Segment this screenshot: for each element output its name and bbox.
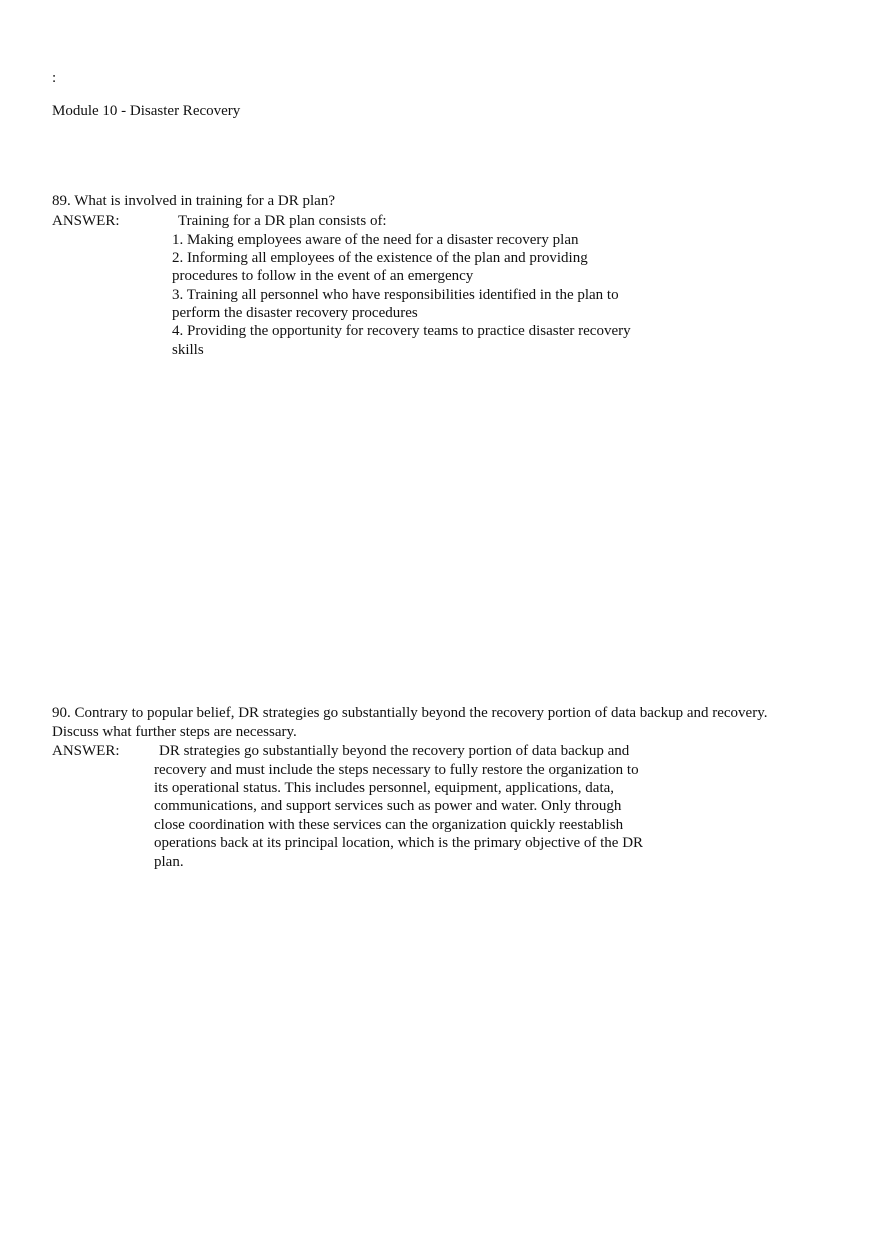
question-text: Discuss what further steps are necessary. — [52, 724, 297, 740]
answer-line: recovery and must include the steps necessary to fully restore the organization to — [154, 762, 639, 778]
answer-line: its operational status. This includes personnel, equipment, applications, data, — [154, 780, 615, 796]
answer-line: 4. Providing the opportunity for recovery teams to practice disaster recovery — [172, 323, 631, 339]
answer-line: Training for a DR plan consists of: — [178, 213, 387, 229]
answer-line: close coordination with these services can the organization quickly reestablish — [154, 817, 624, 833]
question-text: 89. What is involved in training for a DR plan? — [52, 193, 336, 209]
answer-line: skills — [172, 342, 204, 358]
answer-line: 2. Informing all employees of the existence of the plan and providing — [172, 250, 588, 266]
answer-label: ANSWER: — [52, 743, 120, 759]
answer-line: communications, and support services such as power and water. Only through — [154, 798, 622, 814]
answer-line: 3. Training all personnel who have responsibilities identified in the plan to — [172, 287, 619, 303]
answer-line: 1. Making employees aware of the need for a disaster recovery plan — [172, 232, 579, 248]
header-colon: : — [52, 70, 57, 86]
answer-label: ANSWER: — [52, 213, 120, 229]
answer-line: DR strategies go substantially beyond the recovery portion of data backup and — [159, 743, 630, 759]
answer-line: perform the disaster recovery procedures — [172, 305, 418, 321]
answer-line: procedures to follow in the event of an emergency — [172, 268, 474, 284]
answer-line: operations back at its principal location, which is the primary objective of the DR — [154, 835, 644, 851]
question-text: 90. Contrary to popular belief, DR strategies go substantially beyond the recovery portion of data backup and recovery. — [52, 705, 768, 721]
module-title: Module 10 - Disaster Recovery — [52, 103, 241, 119]
answer-line: plan. — [154, 854, 184, 870]
